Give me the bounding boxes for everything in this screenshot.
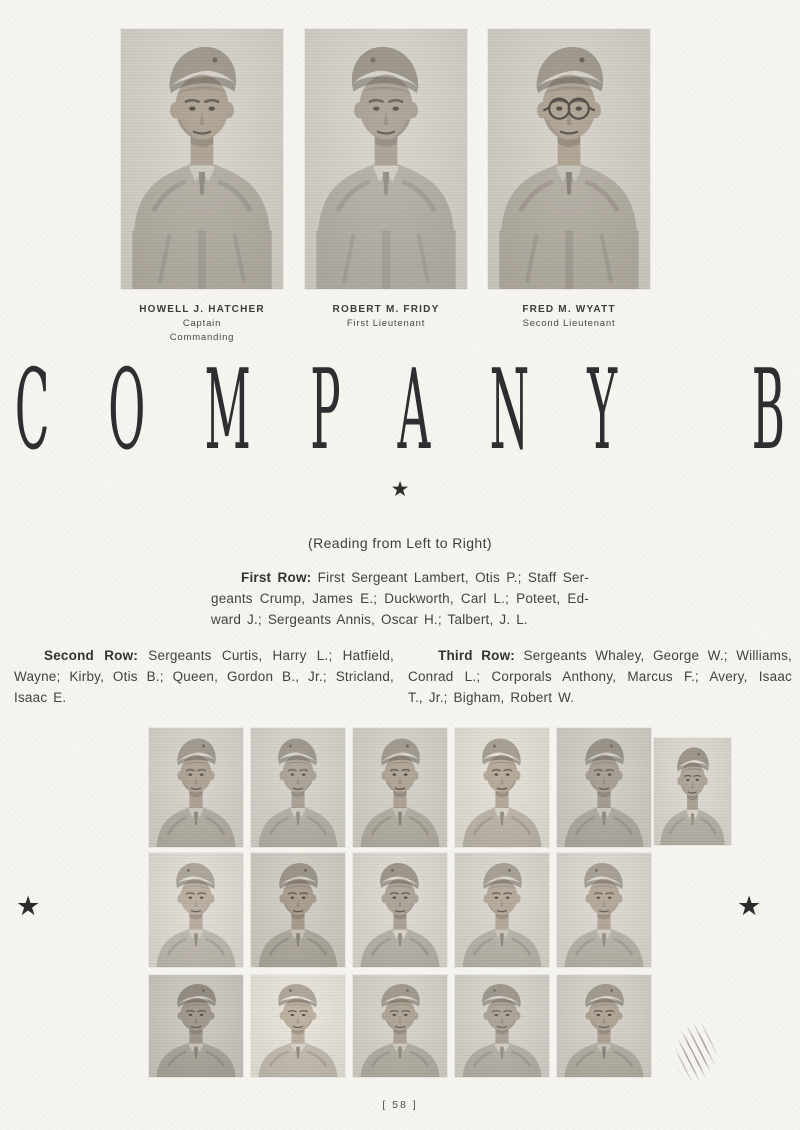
roster-row-label: First Row: — [241, 570, 312, 585]
officer-photo-wyatt — [487, 28, 651, 290]
soldier-portrait-icon — [305, 29, 467, 289]
title-letter: B — [752, 345, 786, 475]
title-letter: C — [14, 345, 50, 475]
officer-rank: Second Lieutenant — [522, 318, 616, 329]
soldier-photo — [352, 727, 448, 848]
soldier-portrait-icon — [149, 975, 243, 1077]
officer-caption — [304, 303, 468, 330]
roster-row-label: Third Row: — [438, 648, 516, 663]
title-letter: N — [489, 345, 529, 475]
title-letter: P — [310, 345, 341, 475]
soldier-portrait-icon — [455, 975, 549, 1077]
soldier-photo — [454, 727, 550, 848]
extra-soldier-photo — [653, 737, 732, 846]
grid-row — [148, 852, 652, 968]
soldier-photo — [148, 852, 244, 968]
officer-caption — [487, 303, 651, 330]
title-letter: O — [107, 345, 145, 475]
roster-line: Wayne; Kirby, Otis B.; Queen, Gordon B., Jr.; Stricland, — [14, 669, 394, 684]
roster-line-text: Sergeants Curtis, Harry L.; Hatfield, — [148, 648, 395, 663]
soldier-photo — [454, 852, 550, 968]
soldier-portrait-icon — [149, 853, 243, 967]
soldier-photo — [454, 974, 550, 1078]
soldier-photo — [148, 974, 244, 1078]
roster-row-label: Second Row: — [44, 648, 139, 663]
soldier-portrait-icon — [455, 853, 549, 967]
soldier-portrait-icon — [557, 728, 651, 847]
officer-photo-hatcher — [120, 28, 284, 290]
roster-line — [408, 645, 792, 666]
soldier-photo — [556, 974, 652, 1078]
soldier-photo — [556, 852, 652, 968]
soldier-portrait-glasses-icon — [488, 29, 650, 289]
officer-rank-note: Commanding — [169, 332, 235, 343]
soldier-photo — [148, 727, 244, 848]
reading-note: (Reading from Left to Right) — [308, 535, 492, 551]
soldier-photo — [352, 852, 448, 968]
soldier-photo — [250, 974, 346, 1078]
officer-name: HOWELL J. HATCHER — [139, 304, 265, 315]
soldier-photo — [250, 852, 346, 968]
left-margin-star-icon: ★ — [16, 891, 41, 921]
soldier-photo — [556, 727, 652, 848]
roster-line-text: Sergeants Whaley, George W.; Williams, — [523, 648, 793, 663]
roster-line: Isaac E. — [14, 690, 67, 705]
officer-name: ROBERT M. FRIDY — [332, 304, 440, 315]
roster-line: ward J.; Sergeants Annis, Oscar H.; Talbert, J. L. — [211, 612, 528, 627]
officer-caption — [120, 303, 284, 344]
roster-line: Conrad L.; Corporals Anthony, Marcus F.; Avery, Isaac — [408, 669, 792, 684]
grid-row — [148, 727, 652, 848]
soldier-portrait-icon — [251, 728, 345, 847]
soldier-portrait-icon — [353, 728, 447, 847]
soldier-portrait-icon — [149, 728, 243, 847]
roster-second-row — [14, 645, 394, 708]
soldier-portrait-icon — [353, 975, 447, 1077]
soldier-portrait-icon — [557, 853, 651, 967]
soldier-portrait-icon — [251, 975, 345, 1077]
officer-name: FRED M. WYATT — [522, 304, 616, 315]
officer-photo-fridy — [304, 28, 468, 290]
roster-line-text: First Sergeant Lambert, Otis P.; Staff Ser- — [317, 570, 590, 585]
center-star-icon: ★ — [390, 478, 410, 501]
soldier-photo — [352, 974, 448, 1078]
title-letter: A — [397, 345, 431, 475]
company-title — [10, 345, 790, 475]
roster-line: T., Jr.; Bigham, Robert W. — [408, 690, 575, 705]
roster-third-row — [408, 645, 792, 708]
title-letter: Y — [586, 345, 617, 475]
roster-line — [14, 645, 394, 666]
page-number: [ 58 ] — [382, 1099, 418, 1111]
officer-rank: First Lieutenant — [346, 318, 426, 329]
roster-line — [211, 567, 589, 588]
roster-line: geants Crump, James E.; Duckworth, Carl L.; Poteet, Ed- — [211, 591, 589, 606]
soldier-portrait-icon — [455, 728, 549, 847]
soldier-portrait-icon — [654, 738, 731, 845]
officer-rank: Captain — [182, 318, 222, 329]
scratch-marks — [663, 1008, 730, 1095]
roster-first-row — [211, 567, 589, 630]
soldier-portrait-icon — [251, 853, 345, 967]
soldier-portrait-icon — [353, 853, 447, 967]
soldier-photo — [250, 727, 346, 848]
soldier-portrait-icon — [121, 29, 283, 289]
right-margin-star-icon: ★ — [737, 891, 762, 921]
grid-row — [148, 974, 652, 1078]
title-letter: M — [204, 345, 252, 475]
soldier-portrait-icon — [557, 975, 651, 1077]
